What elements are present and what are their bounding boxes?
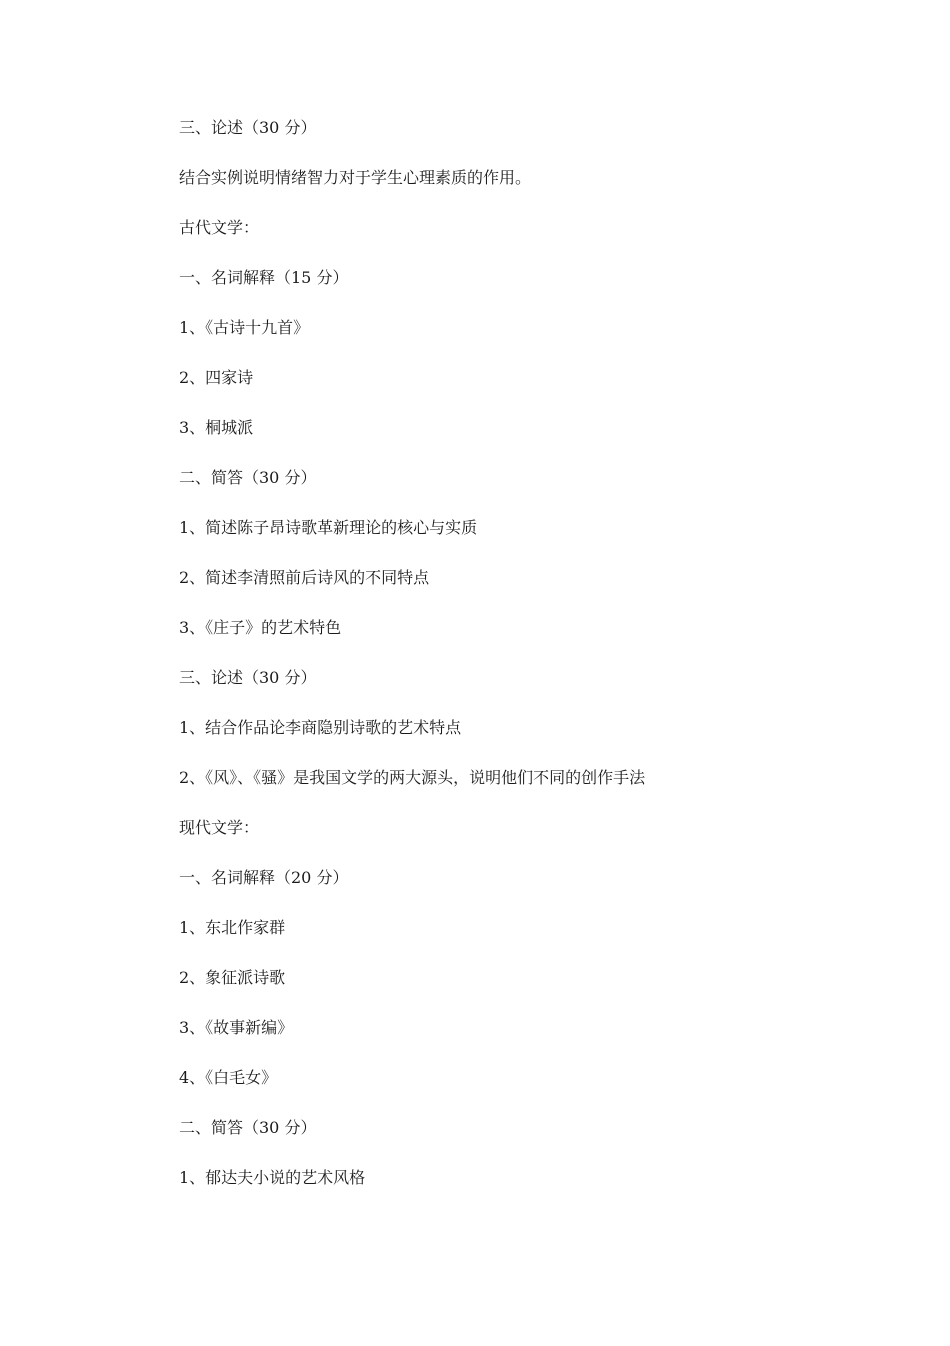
section-heading-short-answer: 二、简答（30 分） [179,1118,317,1137]
question-item: 1、简述陈子昂诗歌革新理论的核心与实质 [179,518,478,537]
question-item: 3、桐城派 [179,418,254,437]
question-item: 2、《风》、《骚》是我国文学的两大源头，说明他们不同的创作手法 [179,768,646,787]
section-heading-short-answer: 二、简答（30 分） [179,468,317,487]
question-item: 1、郁达夫小说的艺术风格 [179,1168,366,1187]
question-item: 4、《白毛女》 [179,1068,278,1087]
section-heading-essay: 三、论述（30 分） [179,668,317,687]
question-item: 3、《庄子》的艺术特色 [179,618,342,637]
section-heading-essay: 三、论述（30 分） [179,118,317,137]
question-item: 1、东北作家群 [179,918,286,937]
question-item: 3、《故事新编》 [179,1018,294,1037]
section-heading-terms: 一、名词解释（20 分） [179,868,349,887]
question-item: 2、四家诗 [179,368,254,387]
question-item: 1、结合作品论李商隐别诗歌的艺术特点 [179,718,462,737]
subject-heading-ancient-literature: 古代文学： [179,218,260,237]
essay-question: 结合实例说明情绪智力对于学生心理素质的作用。 [179,168,532,187]
question-item: 2、简述李清照前后诗风的不同特点 [179,568,430,587]
question-item: 1、《古诗十九首》 [179,318,310,337]
subject-heading-modern-literature: 现代文学： [179,818,260,837]
document-body [179,117,879,1217]
section-heading-terms: 一、名词解释（15 分） [179,268,349,287]
question-item: 2、象征派诗歌 [179,968,286,987]
